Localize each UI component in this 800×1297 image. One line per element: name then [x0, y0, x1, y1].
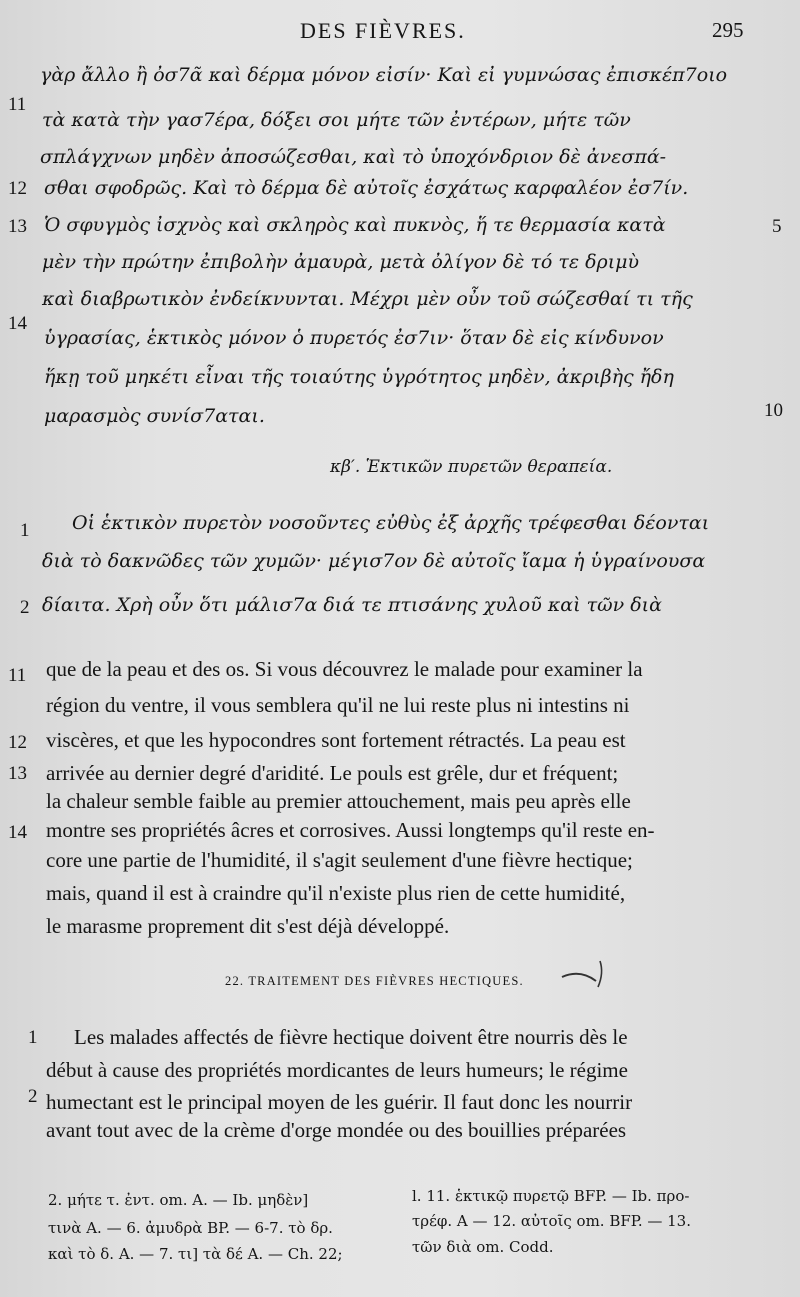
- french-line-number: 11: [8, 665, 27, 686]
- footnote-right-line: τρέφ. A — 12. αὐτοῖς om. BFP. — 13.: [412, 1212, 691, 1230]
- greek-section-heading: κβ′. Ἑκτικῶν πυρετῶν θεραπεία.: [330, 457, 613, 477]
- french-line: core une partie de l'humidité, il s'agit seulement d'une fièvre hectique;: [46, 848, 633, 872]
- french-line: que de la peau et des os. Si vous découvrez le malade pour examiner la: [46, 657, 643, 681]
- french-line: région du ventre, il vous semblera qu'il ne lui reste plus ni intestins ni: [46, 693, 630, 717]
- greek-line: σπλάγχνων μηδὲν ἀποσώζεσθαι, καὶ τὸ ὑποχόνδριον δὲ ἀνεσπά-: [40, 146, 667, 168]
- french-line-number: 2: [28, 1086, 38, 1107]
- running-header-title: DES FIÈVRES.: [300, 18, 466, 43]
- french-line-number: 1: [28, 1027, 38, 1048]
- greek-line-number: 2: [20, 597, 30, 618]
- footnote-right-line: l. 11. ἑκτικῷ πυρετῷ BFP. — Ib. προ-: [412, 1187, 690, 1205]
- greek-line: σθαι σφοδρῶς. Καὶ τὸ δέρμα δὲ αὐτοῖς ἐσχάτως καρφαλέον ἐσ7ίν.: [44, 177, 689, 199]
- french-line-number: 14: [8, 822, 27, 843]
- french-section-heading: 22. TRAITEMENT DES FIÈVRES HECTIQUES.: [225, 974, 524, 988]
- greek-section-line: Οἱ ἑκτικὸν πυρετὸν νοσοῦντες εὐθὺς ἐξ ἀρχῆς τρέφεσθαι δέονται: [72, 512, 710, 534]
- greek-section-line: διὰ τὸ δακνῶδες τῶν χυμῶν· μέγισ7ον δὲ αὐτοῖς ἴαμα ἡ ὑγραίνουσα: [42, 550, 706, 572]
- greek-line: μὲν τὴν πρώτην ἐπιβολὴν ἀμαυρὰ, μετὰ ὀλίγον δὲ τό τε δριμὺ: [42, 251, 640, 273]
- footnote-right-line: τῶν διὰ om. Codd.: [412, 1238, 554, 1256]
- footnote-left-line: καὶ τὸ δ. A. — 7. τι] τὰ δέ A. — Ch. 22;: [48, 1245, 343, 1263]
- footnote-left-line: τινὰ A. — 6. ἀμυδρὰ BP. — 6-7. τὸ δρ.: [48, 1219, 333, 1237]
- french-line-number: 13: [8, 763, 27, 784]
- french-section-line: humectant est le principal moyen de les guérir. Il faut donc les nourrir: [46, 1090, 633, 1114]
- french-line: le marasme proprement dit s'est déjà développé.: [46, 914, 450, 938]
- ink-mark-icon: [560, 955, 620, 995]
- french-line: la chaleur semble faible au premier attouchement, mais peu après elle: [46, 789, 631, 813]
- page-number: 295: [712, 18, 744, 42]
- french-line: arrivée au dernier degré d'aridité. Le pouls est grêle, dur et fréquent;: [46, 761, 619, 785]
- french-line-number: 12: [8, 732, 27, 753]
- french-line: montre ses propriétés âcres et corrosives. Aussi longtemps qu'il reste en-: [46, 818, 655, 842]
- greek-line-number: 12: [8, 178, 27, 199]
- margin-line-number: 10: [764, 400, 783, 421]
- greek-line-number: 13: [8, 216, 27, 237]
- greek-section-line: δίαιτα. Χρὴ οὖν ὅτι μάλισ7α διά τε πτισάνης χυλοῦ καὶ τῶν διὰ: [42, 594, 662, 616]
- greek-line-number: 11: [8, 94, 27, 115]
- french-line: viscères, et que les hypocondres sont fortement rétractés. La peau est: [46, 728, 626, 752]
- greek-line: μαρασμὸς συνίσ7αται.: [44, 405, 265, 427]
- greek-line: Ὁ σφυγμὸς ἰσχνὸς καὶ σκληρὸς καὶ πυκνὸς, ἥ τε θερμασία κατὰ: [44, 214, 666, 236]
- margin-line-number: 5: [772, 216, 782, 237]
- french-section-line: début à cause des propriétés mordicantes de leurs humeurs; le régime: [46, 1058, 628, 1082]
- footnote-left-line: 2. μήτε τ. ἐντ. om. A. — Ib. μηδὲν]: [48, 1191, 309, 1209]
- greek-line-number: 14: [8, 313, 27, 334]
- french-line: mais, quand il est à craindre qu'il n'existe plus rien de cette humidité,: [46, 881, 626, 905]
- greek-line: τὰ κατὰ τὴν γασ7έρα, δόξει σοι μήτε τῶν ἐντέρων, μήτε τῶν: [42, 109, 631, 131]
- greek-line: ὑγρασίας, ἑκτικὸς μόνον ὁ πυρετός ἐσ7ιν· ὅταν δὲ εἰς κίνδυνον: [44, 327, 664, 349]
- greek-line: ἥκῃ τοῦ μηκέτι εἶναι τῆς τοιαύτης ὑγρότητος μηδὲν, ἀκριβὴς ἤδη: [44, 366, 674, 388]
- french-section-line: avant tout avec de la crème d'orge mondée ou des bouillies préparées: [46, 1118, 627, 1142]
- french-section-line: Les malades affectés de fièvre hectique doivent être nourris dès le: [74, 1025, 628, 1049]
- greek-line: καὶ διαβρωτικὸν ἐνδείκνυνται. Μέχρι μὲν οὖν τοῦ σώζεσθαί τι τῆς: [42, 288, 693, 310]
- greek-line-number: 1: [20, 520, 30, 541]
- greek-line: γὰρ ἄλλο ἢ ὀσ7ᾶ καὶ δέρμα μόνον εἰσίν· Καὶ εἰ γυμνώσας ἐπισκέπ7οιο: [40, 64, 728, 86]
